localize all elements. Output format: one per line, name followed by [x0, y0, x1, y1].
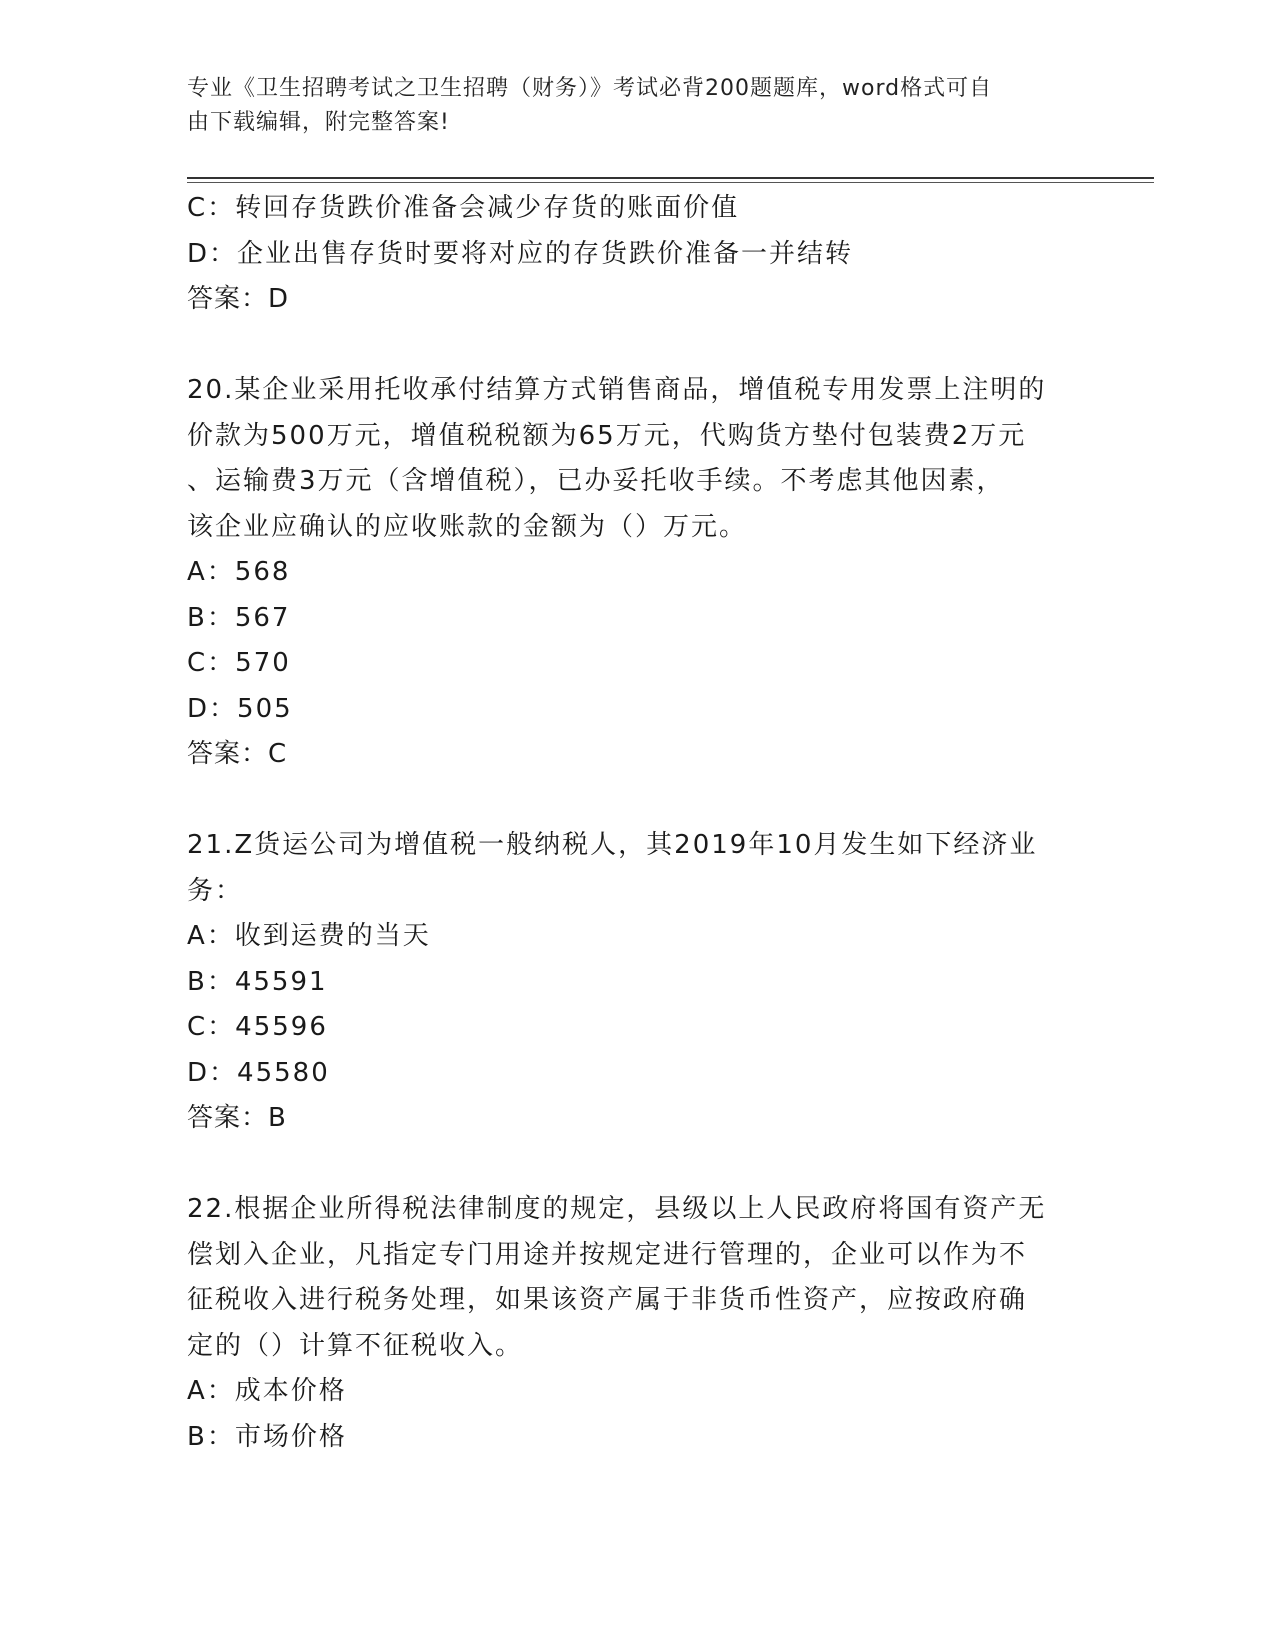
option-c: C：570 [187, 648, 291, 678]
option-d: D：企业出售存货时要将对应的存货跌价准备一并结转 [187, 238, 854, 269]
question-text-line: 征税收入进行税务处理，如果该资产属于非货币性资产，应按政府确 [187, 1285, 1028, 1315]
question-text-line: 、运输费3万元（含增值税），已办妥托收手续。不考虑其他因素， [187, 466, 1005, 496]
answer-line: 答案：B [187, 1103, 287, 1133]
prev-question-block [187, 186, 1087, 323]
header-line-1: 专业《卫生招聘考试之卫生招聘（财务）》考试必背200题题库，word格式可自 [187, 76, 993, 101]
spacer [187, 778, 1087, 824]
option-a: A：收到运费的当天 [187, 921, 431, 951]
question-21 [187, 823, 1087, 1142]
option-b: B：市场价格 [187, 1421, 347, 1452]
question-text-line: 务： [187, 875, 244, 906]
option-b: B：45591 [187, 966, 328, 997]
answer-line: 答案：D [187, 284, 290, 314]
question-20 [187, 368, 1087, 778]
option-d: D：45580 [187, 1057, 330, 1088]
question-text-line: 价款为500万元，增值税税额为65万元，代购货方垫付包装费2万元 [187, 420, 1027, 451]
question-22 [187, 1187, 1087, 1460]
option-c: C：45596 [187, 1012, 328, 1042]
question-content [187, 186, 1087, 1460]
question-text-line: 定的（）计算不征税收入。 [187, 1330, 524, 1361]
option-d: D：505 [187, 693, 293, 724]
question-text-line: 该企业应确认的应收账款的金额为（）万元。 [187, 511, 748, 542]
header-divider-thick [187, 177, 1154, 179]
document-header [187, 72, 1067, 140]
option-b: B：567 [187, 602, 291, 633]
spacer [187, 1142, 1087, 1188]
question-text-line: 偿划入企业，凡指定专门用途并按规定进行管理的，企业可以作为不 [187, 1239, 1028, 1270]
header-line-2: 由下载编辑，附完整答案! [187, 110, 450, 135]
header-divider-thin [187, 182, 1154, 183]
spacer [187, 323, 1087, 369]
question-text-line: 21.Z货运公司为增值税一般纳税人，其2019年10月发生如下经济业 [187, 830, 1038, 860]
question-text-line: 20.某企业采用托收承付结算方式销售商品，增值税专用发票上注明的 [187, 375, 1047, 405]
option-c: C：转回存货跌价准备会减少存货的账面价值 [187, 193, 740, 223]
option-a: A：568 [187, 557, 291, 587]
option-a: A：成本价格 [187, 1376, 347, 1406]
answer-line: 答案：C [187, 739, 288, 769]
question-text-line: 22.根据企业所得税法律制度的规定，县级以上人民政府将国有资产无 [187, 1194, 1047, 1224]
